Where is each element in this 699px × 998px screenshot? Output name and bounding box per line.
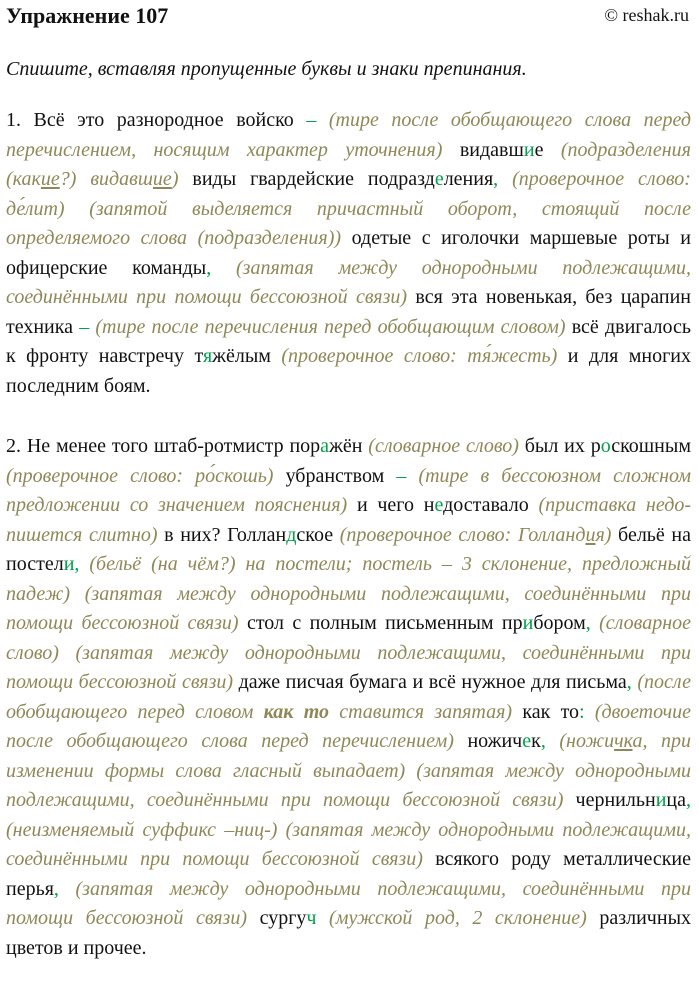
text-segment: , — [53, 877, 59, 900]
text-segment: ления — [443, 168, 494, 190]
text-segment: и — [522, 612, 534, 634]
paragraph-2 — [6, 432, 691, 963]
text-segment: (мужской род, 2 склонение) — [329, 907, 600, 929]
text-segment: ставится запятая) — [328, 700, 523, 723]
text-segment: ие — [40, 168, 60, 190]
text-segment: (двоеточие после обобщающего слова перед перечислением) — [6, 700, 692, 752]
text-segment: 1. Всё это разнородное войско — [6, 109, 307, 131]
text-segment: а — [320, 435, 330, 457]
text-segment: различных цветов и прочее. — [6, 907, 692, 959]
text-segment: доставало — [443, 494, 539, 516]
text-segment: , — [626, 671, 632, 693]
text-segment: е — [534, 138, 561, 161]
text-segment: (проверочное слово: де́лит) (запятой выделяется причастный оборот, стоящий после определяемого слова (подразделения)) — [6, 168, 691, 249]
exercise-instruction: Спишите, вставляя пропущенные буквы и знаки препинания. — [6, 58, 527, 80]
text-segment: (словарное слово) (запятая между однородными подлежащими, соединёнными при помощи бессоюзной связи) — [6, 612, 691, 693]
paragraph-1 — [6, 106, 691, 401]
text-segment: (ножи — [559, 730, 615, 752]
text-segment: , — [493, 168, 499, 190]
text-segment: о — [600, 435, 612, 457]
text-segment — [59, 878, 76, 900]
text-segment: был их р — [524, 435, 601, 457]
text-segment: видавш — [459, 138, 524, 161]
text-segment: скошным — [611, 435, 691, 457]
page-header — [6, 3, 691, 29]
text-segment: и — [655, 789, 667, 811]
text-segment: бором — [533, 612, 586, 634]
text-segment: 2. Не менее того штаб-ротмистр пор — [6, 435, 321, 457]
text-segment: ца — [666, 789, 686, 811]
text-segment: (проверочное слово: ро́скошь) — [6, 464, 286, 487]
text-segment: как то — [522, 700, 580, 723]
text-segment: и, — [63, 553, 80, 575]
text-segment: ножич — [467, 730, 523, 752]
text-segment — [79, 553, 89, 575]
text-segment: чк — [614, 730, 633, 752]
text-segment: (бельё (на чём?) на постели; постель – 3 склонение, предложный падеж) (запятая между однородными подлежащими, соединёнными при помощи бессоюзной связи) — [6, 553, 691, 634]
text-segment: – — [79, 315, 90, 338]
text-segment: : — [579, 700, 585, 723]
text-segment: (тире в бессоюзном сложном предложении со значением пояснения) — [6, 464, 691, 516]
text-segment — [406, 465, 418, 487]
text-segment: (тире после перечисления перед обобщающим словом) — [95, 315, 572, 338]
text-segment: (проверочное слово: Голланд — [339, 523, 586, 546]
text-segment: одетые с иголочки маршевые роты и офицерские команды — [6, 227, 691, 279]
text-segment: (проверочное слово: тя́жесть) — [281, 345, 568, 367]
text-segment — [546, 730, 560, 752]
text-segment: д — [286, 523, 297, 546]
text-segment: (неизменяемый суффикс –ниц-) (запятая между однородными подлежащими, соединёнными при помощи бессоюзной связи) — [6, 818, 691, 870]
exercise-body — [6, 106, 691, 963]
text-segment: , — [540, 730, 546, 752]
text-segment: ч — [306, 907, 317, 929]
text-segment: ?) видавш — [59, 168, 153, 190]
text-segment: (запятая между однородными подлежащими, соединёнными при помощи бессоюзной связи) — [6, 877, 692, 929]
text-segment: е — [522, 730, 532, 752]
text-segment — [591, 612, 599, 634]
text-segment: , — [206, 256, 212, 279]
text-segment: даже писчая бумага и всё нужное для письма — [238, 671, 627, 693]
page-title: Упражнение 107 — [6, 3, 169, 28]
text-segment: в них? Голлан — [164, 523, 287, 546]
text-segment: бельё на постел — [6, 523, 691, 575]
text-segment: сургу — [259, 907, 307, 929]
text-segment — [316, 109, 329, 131]
text-segment — [211, 257, 236, 279]
text-segment: ) — [171, 168, 193, 190]
text-segment: и для многих последним боям. — [6, 345, 691, 397]
text-segment: (словарное слово) — [368, 435, 525, 457]
text-segment: (тире после обобщающего слова перед перечислением, носящим характер уточнения) — [6, 109, 692, 161]
text-segment — [498, 168, 512, 190]
text-segment: и — [523, 138, 535, 161]
text-segment: виды гвардейские подразд — [192, 168, 435, 190]
copyright-label: © reshak.ru — [604, 5, 689, 25]
text-segment: ие — [152, 168, 172, 190]
text-segment: и — [585, 523, 596, 546]
text-segment: всё двигалось к фронту навстречу т — [6, 315, 692, 367]
text-segment: и чего н — [356, 494, 435, 516]
text-segment: всякого роду металлические перья — [6, 848, 692, 900]
text-segment: , — [686, 789, 691, 811]
text-segment: чернильн — [575, 789, 656, 811]
text-segment: жён — [329, 435, 369, 457]
text-segment — [316, 907, 329, 929]
text-segment: я — [202, 345, 213, 367]
text-segment: ское — [296, 523, 340, 546]
text-segment: е — [434, 494, 444, 516]
text-segment: – — [306, 109, 317, 131]
text-segment: вся эта новенькая, без царапин техника — [6, 286, 691, 338]
text-segment: убранством — [285, 464, 397, 487]
text-segment: как то — [263, 700, 329, 723]
text-segment: я) — [595, 523, 619, 546]
text-segment: (подразделения (как — [6, 138, 691, 190]
text-segment: – — [396, 464, 407, 487]
text-segment: (запятая между однородными подлежащими, соединёнными при помощи бессоюзной связи) — [6, 256, 692, 308]
text-segment: стол с полным письменным пр — [246, 612, 523, 634]
text-segment: жёлым — [212, 345, 282, 367]
text-segment: к — [531, 730, 541, 752]
text-segment: е — [434, 168, 444, 190]
text-segment: , — [585, 612, 591, 634]
text-segment: (после обобщающего перед словом — [6, 671, 691, 723]
text-segment: а, при изменении формы слова гласный выпадает) (запятая между однородными подлежащими, соединёнными при помощи бессоюзной связи) — [6, 730, 692, 811]
text-segment — [585, 701, 595, 723]
text-segment: (приставка недо- пишется слитно) — [6, 494, 692, 546]
